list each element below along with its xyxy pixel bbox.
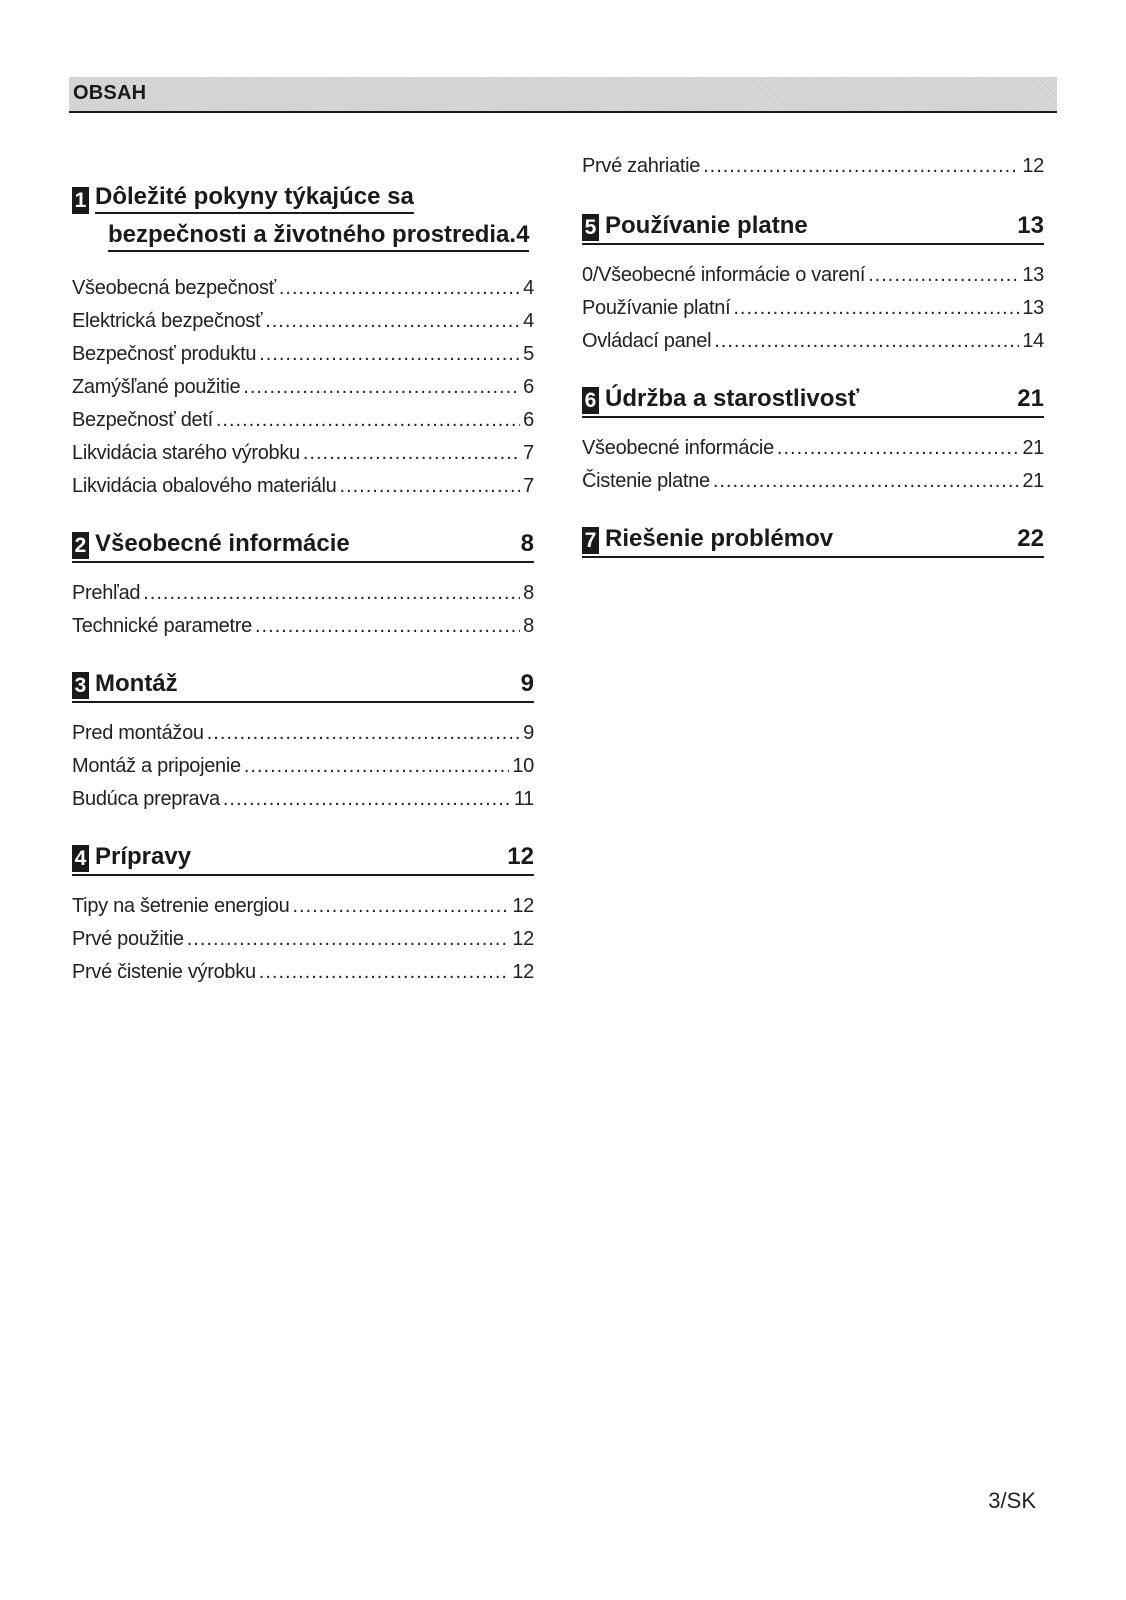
dot-leader [713, 465, 1020, 498]
entry-label: Likvidácia starého výrobku [72, 442, 300, 464]
section-title: Riešenie problémov [605, 525, 834, 552]
entry-label: Všeobecná bezpečnosť [72, 277, 276, 299]
entry-page: 13 [1022, 264, 1044, 286]
dot-leader [244, 750, 509, 783]
toc-entry[interactable] [582, 325, 1044, 358]
entry-label: Pred montážou [72, 722, 204, 744]
dot-leader [714, 325, 1019, 358]
toc-entry[interactable] [72, 577, 534, 610]
toc-entry[interactable] [72, 305, 534, 338]
dot-leader [259, 338, 520, 371]
toc-entry[interactable] [72, 610, 534, 643]
entry-page: 21 [1022, 437, 1044, 459]
section-number-badge: 3 [72, 672, 89, 699]
header-bar [69, 77, 1057, 113]
section-number-badge: 7 [582, 527, 599, 554]
section-heading[interactable] [72, 842, 534, 876]
entry-label: Prvé čistenie výrobku [72, 961, 256, 983]
entry-label: Bezpečnosť produktu [72, 343, 257, 365]
entry-label: Prvé použitie [72, 928, 184, 950]
toc-section-3 [72, 669, 534, 816]
section-page: 13 [1017, 212, 1044, 239]
dot-leader [703, 150, 1019, 183]
section-page: 22 [1017, 525, 1044, 552]
toc-entry[interactable] [582, 259, 1044, 292]
section-heading[interactable] [72, 529, 534, 563]
toc-entry[interactable] [72, 272, 534, 305]
section-number-badge: 6 [582, 387, 599, 414]
entry-label: Elektrická bezpečnosť [72, 310, 263, 332]
toc-entry[interactable] [72, 717, 534, 750]
toc-entry[interactable] [582, 465, 1044, 498]
section-number-badge: 1 [72, 187, 89, 214]
entry-page: 12 [512, 928, 534, 950]
dot-leader [292, 890, 509, 923]
entry-label: Ovládací panel [582, 330, 712, 352]
page-number: 3/SK [988, 1488, 1036, 1513]
toc-entry[interactable] [72, 371, 534, 404]
entry-label: Bezpečnosť detí [72, 409, 213, 431]
entry-label: Prehľad [72, 582, 141, 604]
section-heading[interactable] [582, 524, 1044, 558]
toc-section-6 [582, 384, 1044, 498]
dot-leader [243, 371, 520, 404]
dot-leader [216, 404, 520, 437]
toc-entry[interactable] [72, 470, 534, 503]
section-number-badge: 2 [72, 532, 89, 559]
toc-right-column [582, 150, 1044, 584]
section-heading[interactable] [582, 211, 1044, 245]
dot-leader [777, 432, 1019, 465]
entry-page: 6 [523, 409, 534, 431]
entry-page: 8 [523, 582, 534, 604]
entry-label: 0/Všeobecné informácie o varení [582, 264, 866, 286]
section-heading[interactable] [72, 669, 534, 703]
section-title: Používanie platne [605, 212, 808, 239]
entry-label: Technické parametre [72, 615, 252, 637]
entry-page: 13 [1022, 297, 1044, 319]
dot-leader [733, 292, 1019, 325]
entry-page: 6 [523, 376, 534, 398]
entry-page: 12 [512, 961, 534, 983]
toc-entry[interactable] [582, 292, 1044, 325]
entry-label: Zamýšľané použitie [72, 376, 241, 398]
toc-entry[interactable] [72, 338, 534, 371]
entry-page: 8 [523, 615, 534, 637]
toc-section-5 [582, 211, 1044, 358]
section-title: Prípravy [95, 843, 192, 870]
toc-entry[interactable] [72, 750, 534, 783]
section-title: Montáž [95, 670, 178, 697]
toc-entry[interactable] [582, 432, 1044, 465]
section-title: Všeobecné informácie [95, 530, 350, 557]
dot-leader [223, 783, 511, 816]
dot-leader [303, 437, 520, 470]
entry-label: Likvidácia obalového materiálu [72, 475, 337, 497]
section-page: 8 [520, 530, 534, 557]
entry-page: 12 [512, 895, 534, 917]
entry-page: 11 [513, 788, 534, 810]
entry-label: Všeobecné informácie [582, 437, 774, 459]
section-title-continued: bezpečnosti a životného prostredia.4 [108, 220, 529, 252]
toc-section-2 [72, 529, 534, 643]
section-number-badge: 5 [582, 214, 599, 241]
entry-page: 9 [523, 722, 534, 744]
section-page: 21 [1017, 385, 1044, 412]
toc-continued-entries [582, 150, 1044, 183]
page-title: OBSAH [73, 82, 147, 104]
dot-leader [340, 470, 521, 503]
entry-label: Používanie platní [582, 297, 731, 319]
entry-page: 4 [523, 277, 534, 299]
entry-label: Prvé zahriatie [582, 155, 701, 177]
toc-left-column [72, 182, 534, 1015]
toc-entry[interactable] [582, 150, 1044, 183]
section-heading[interactable] [72, 182, 534, 252]
toc-section-4 [72, 842, 534, 989]
section-page: 12 [507, 843, 534, 870]
entry-page: 4 [523, 310, 534, 332]
toc-entry[interactable] [72, 783, 534, 816]
entry-page: 14 [1022, 330, 1044, 352]
toc-section-7 [582, 524, 1044, 558]
dot-leader [279, 272, 520, 305]
section-number-badge: 4 [72, 845, 89, 872]
entry-page: 10 [512, 755, 534, 777]
toc-entry[interactable] [72, 404, 534, 437]
entry-label: Budúca preprava [72, 788, 220, 810]
dot-leader [255, 610, 520, 643]
toc-entry[interactable] [72, 923, 534, 956]
dot-leader [868, 259, 1019, 292]
entry-page: 12 [1022, 155, 1044, 177]
dot-leader [143, 577, 520, 610]
dot-leader [207, 717, 520, 750]
entry-label: Čistenie platne [582, 470, 710, 492]
entry-page: 5 [523, 343, 534, 365]
section-title: Údržba a starostlivosť [605, 385, 860, 412]
entry-label: Montáž a pripojenie [72, 755, 241, 777]
entry-label: Tipy na šetrenie energiou [72, 895, 290, 917]
entry-page: 7 [523, 475, 534, 497]
toc-entry[interactable] [72, 890, 534, 923]
section-title: Dôležité pokyny týkajúce sa [95, 182, 414, 214]
toc-section-1 [72, 182, 534, 503]
section-page: 9 [520, 670, 534, 697]
entry-page: 7 [523, 442, 534, 464]
dot-leader [265, 305, 520, 338]
dot-leader [259, 956, 510, 989]
dot-leader [187, 923, 510, 956]
entry-page: 21 [1022, 470, 1044, 492]
toc-entry[interactable] [72, 956, 534, 989]
section-heading[interactable] [582, 384, 1044, 418]
toc-entry[interactable] [72, 437, 534, 470]
